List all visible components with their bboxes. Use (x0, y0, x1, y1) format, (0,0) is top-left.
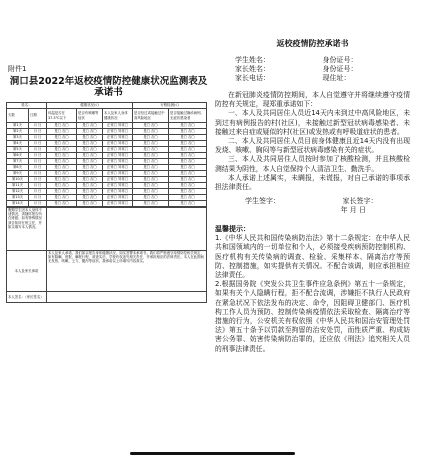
note-blank (47, 208, 207, 251)
day-cell: 第14天 (7, 201, 29, 207)
symptom-cell: 是□ 否□ (77, 195, 103, 201)
health-cell: 正常□ 异常□ (103, 153, 133, 159)
day-cell: 第13天 (7, 195, 29, 201)
date-cell: 月 日 (29, 129, 47, 135)
contact-cell: 是□ 否□ (169, 135, 207, 141)
health-cell: 正常□ 异常□ (103, 201, 133, 207)
risk-area-cell: 是□ 否□ (133, 201, 169, 207)
return-school-promise-letter (215, 38, 410, 458)
symptom-cell: 是□ 否□ (77, 129, 103, 135)
promise-item-4: 本人承诺上述属实，未瞒报，未谎报，对自己承诺的事项承担法律责任。 (215, 173, 410, 192)
header-cell: 是否接触过确诊病例、无症状感染者 (169, 109, 207, 123)
header-cell: 是否有咳嗽等症状 (77, 109, 103, 123)
symptom-cell: 是□ 否□ (77, 201, 103, 207)
parent-name-field: 家长姓名： (235, 65, 270, 73)
contact-cell: 是□ 否□ (169, 195, 207, 201)
header-cell: 日期 (29, 109, 47, 123)
temp-cell: 是□ 否□ (47, 189, 77, 195)
risk-area-cell: 是□ 否□ (133, 165, 169, 171)
date-cell: 月 日 (29, 183, 47, 189)
health-cell: 正常□ 异常□ (103, 165, 133, 171)
health-cell: 正常□ 异常□ (103, 135, 133, 141)
date-cell: 月 日 (29, 195, 47, 201)
day-cell: 第1天 (7, 123, 29, 129)
risk-area-cell: 是□ 否□ (133, 183, 169, 189)
promise-text: 本人及家人承诺，我们如实报告身体健康状况，如实签署本承诺书。我们将严格遵守疫情防控相关规定，如有隐瞒、谎报、瞒报行程，被查实后，学校有权追究相关责任，并承担相应的法律责任。本人在此期间无发热、咳嗽、乏力、腹泻等症状，我承诺以上所填写内容真实。 (47, 251, 207, 292)
day-cell: 第5天 (7, 147, 29, 153)
symptom-cell: 是□ 否□ (77, 165, 103, 171)
risk-area-cell: 是□ 否□ (133, 171, 169, 177)
health-cell: 正常□ 异常□ (103, 123, 133, 129)
field-row-1 (215, 56, 410, 65)
day-cell: 第7天 (7, 159, 29, 165)
temp-cell: 是□ 否□ (47, 153, 77, 159)
contact-cell: 是□ 否□ (169, 183, 207, 189)
health-group-header: 健康状况(√) (47, 103, 133, 109)
symptom-cell: 是□ 否□ (77, 135, 103, 141)
date-cell: 月 日 (29, 123, 47, 129)
sign-label: 本人签名：（家长签名） (7, 292, 47, 303)
health-table-body (7, 103, 207, 207)
temp-cell: 是□ 否□ (47, 195, 77, 201)
temp-cell: 是□ 否□ (47, 165, 77, 171)
contact-cell: 是□ 否□ (169, 129, 207, 135)
home-indicator[interactable] (130, 452, 295, 455)
contact-cell: 是□ 否□ (169, 165, 207, 171)
day-cell: 第2天 (7, 129, 29, 135)
health-cell: 正常□ 异常□ (103, 195, 133, 201)
signature-row (215, 197, 410, 206)
header-cell: 天数 (7, 109, 29, 123)
temp-cell: 是□ 否□ (47, 147, 77, 153)
temp-cell: 是□ 否□ (47, 135, 77, 141)
symptom-cell: 是□ 否□ (77, 141, 103, 147)
contact-cell: 是□ 否□ (169, 123, 207, 129)
risk-area-cell: 是□ 否□ (133, 189, 169, 195)
symptom-cell: 是□ 否□ (77, 153, 103, 159)
contact-cell: 是□ 否□ (169, 189, 207, 195)
date-cell: 月 日 (29, 171, 47, 177)
table-header-row (7, 109, 207, 123)
tip-2: 2.根据国务院《突发公共卫生事件应急条例》第五十一条规定，如果有关个人隐瞒行程，拒不配合流调，涉嫌拒不执行人民政府在紧急状况下依法发布的决定、命令，因阻碍卫健部门、医疗机构工作人员为预防、控制传染病疫情依法采取检查、隔离治疗等措施的行为，公安机关有权依照《中华人民共和国治安管理处罚法》第五十条予以罚款至拘留的治安处罚，而性质严重、构成妨害公务罪、妨害传染病防治罪的，还应依《刑法》追究相关人员的刑事法律责任。 (215, 280, 410, 353)
health-cell: 正常□ 异常□ (103, 189, 133, 195)
risk-area-cell: 是□ 否□ (133, 147, 169, 153)
health-cell: 正常□ 异常□ (103, 159, 133, 165)
symptom-cell: 是□ 否□ (77, 177, 103, 183)
day-cell: 第8天 (7, 165, 29, 171)
health-table (6, 102, 207, 207)
student-signature: 学生签字： (245, 197, 280, 206)
contact-cell: 是□ 否□ (169, 153, 207, 159)
health-cell: 正常□ 异常□ (103, 171, 133, 177)
day-cell: 第11天 (7, 183, 29, 189)
day-cell: 第4天 (7, 141, 29, 147)
promise-item-3: 三、本人及共同居住人员按时参加了核酸检测，并且核酸检测结果为阴性，本人自觉保持个人清洁卫生、勤洗手。 (215, 155, 410, 173)
temp-cell: 是□ 否□ (47, 141, 77, 147)
promise-item-2: 二、本人及共同居住人员目前身体健康且近14天内没有出现发烧、咳嗽、胸闷等与新型冠状病毒感染有关的症状。 (215, 137, 410, 155)
symptom-cell: 是□ 否□ (77, 189, 103, 195)
student-id-field: 身份证号： (322, 56, 358, 64)
temp-cell: 是□ 否□ (47, 159, 77, 165)
symptom-cell: 是□ 否□ (77, 159, 103, 165)
risk-area-cell: 是□ 否□ (133, 141, 169, 147)
contact-cell: 是□ 否□ (169, 141, 207, 147)
contact-cell: 是□ 否□ (169, 159, 207, 165)
health-cell: 正常□ 异常□ (103, 129, 133, 135)
trip-group-header: 行程检测(√) (133, 103, 207, 109)
day-cell: 第10天 (7, 177, 29, 183)
name-cell: 姓名： (7, 103, 47, 109)
date-cell: 月 日 (29, 177, 47, 183)
sign-date: 年 月 日 (340, 206, 366, 215)
student-name-field: 学生姓名： (235, 56, 270, 64)
contact-cell: 是□ 否□ (169, 171, 207, 177)
date-cell: 月 日 (29, 165, 47, 171)
sign-blank (47, 292, 207, 303)
parent-phone-field: 家长电话： (235, 74, 270, 82)
header-cell: 本人及家人身体健康状况 (103, 109, 133, 123)
risk-area-cell: 是□ 否□ (133, 135, 169, 141)
contact-cell: 是□ 否□ (169, 147, 207, 153)
temp-cell: 是□ 否□ (47, 171, 77, 177)
health-monitoring-form (6, 64, 211, 394)
field-row-2 (215, 65, 410, 74)
parent-id-field: 身份证号： (322, 65, 358, 73)
date-cell: 月 日 (29, 135, 47, 141)
symptom-cell: 是□ 否□ (77, 171, 103, 177)
risk-area-cell: 是□ 否□ (133, 177, 169, 183)
promise-item-1: 一、本人及共同居住人员近14天内未到过中高风险地区，未到过有病例报告的村(社区)，未接触过新型冠状病毒感染者、未接触过来自症或疑似的村(社区)或发热或有呼吸道症状的患者。 (215, 109, 410, 136)
risk-area-cell: 是□ 否□ (133, 159, 169, 165)
date-cell: 月 日 (29, 147, 47, 153)
date-cell: 月 日 (29, 159, 47, 165)
address-field: 现住址： (322, 74, 351, 82)
symptom-cell: 是□ 否□ (77, 183, 103, 189)
day-cell: 第9天 (7, 171, 29, 177)
letter-title: 返校疫情防控承诺书 (276, 39, 349, 48)
risk-area-cell: 是□ 否□ (133, 123, 169, 129)
date-cell: 月 日 (29, 189, 47, 195)
intro-paragraph: 在新冠肺炎疫情防控期间，本人自觉遵守并将继续遵守疫情防控有关规定，现郑重承诺如下： (215, 91, 410, 109)
health-cell: 正常□ 异常□ (103, 183, 133, 189)
date-cell: 月 日 (29, 141, 47, 147)
risk-area-cell: 是□ 否□ (133, 153, 169, 159)
health-cell: 正常□ 异常□ (103, 177, 133, 183)
parent-signature: 家长签字： (342, 197, 378, 206)
form-title: 洞口县2022年返校疫情防控健康状况监测表及承诺书 (9, 76, 208, 98)
temp-cell: 是□ 否□ (47, 123, 77, 129)
symptom-cell: 是□ 否□ (77, 147, 103, 153)
promise-table (6, 207, 207, 303)
risk-area-cell: 是□ 否□ (133, 129, 169, 135)
header-cell: 体温是否在37.3℃以下 (47, 109, 77, 123)
risk-area-cell: 是□ 否□ (133, 195, 169, 201)
date-cell: 月 日 (29, 201, 47, 207)
symptom-cell: 是□ 否□ (77, 123, 103, 129)
table-row (7, 201, 207, 207)
temp-cell: 是□ 否□ (47, 177, 77, 183)
tips-title: 温馨提示： (215, 225, 250, 234)
day-cell: 第6天 (7, 153, 29, 159)
header-cell: 是否经过或接触过中高风险地区 (133, 109, 169, 123)
contact-cell: 是□ 否□ (169, 201, 207, 207)
annex-label: 附件1 (8, 65, 27, 73)
date-cell: 月 日 (29, 153, 47, 159)
health-cell: 正常□ 异常□ (103, 141, 133, 147)
tip-1: 1.《中华人民共和国传染病防治法》第十二条规定：在中华人民共和国领域内的一切单位和个人，必须接受疾病预防控制机构、医疗机构有关传染病的调查、检验、采集样本、隔离治疗等预防、控制措施，如实提供有关情况。不配合该调，则应承担相应法律责任。 (215, 234, 410, 280)
temp-cell: 是□ 否□ (47, 129, 77, 135)
field-row-3 (215, 74, 410, 83)
promise-label: 本人及家长承诺 (7, 251, 47, 292)
day-cell: 第3天 (7, 135, 29, 141)
day-cell: 第12天 (7, 189, 29, 195)
contact-cell: 是□ 否□ (169, 177, 207, 183)
note-label: 假期学生因本人身体不适情况，须随时报告所在班级；如有特殊情况须告知所在班主任，并如实填写本人情况。 (7, 208, 47, 251)
health-cell: 正常□ 异常□ (103, 147, 133, 153)
temp-cell: 是□ 否□ (47, 201, 77, 207)
temp-cell: 是□ 否□ (47, 183, 77, 189)
